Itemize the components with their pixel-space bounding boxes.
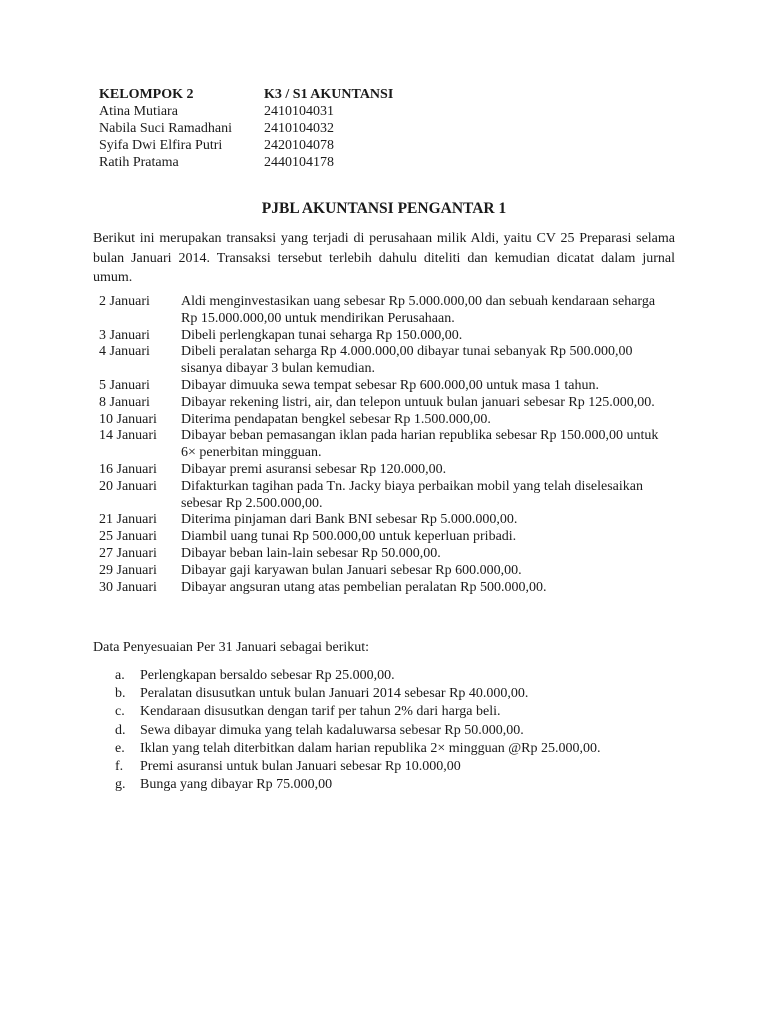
transaction-row [99,328,679,345]
list-marker: g. [115,777,126,793]
transaction-row [99,479,679,513]
group-name: KELOMPOK 2 [99,87,194,102]
transaction-row [99,529,679,546]
transaction-date: 25 Januari [99,529,157,545]
transaction-list [99,294,679,596]
transaction-row [99,546,679,563]
transaction-date: 14 Januari [99,428,157,444]
transaction-description: Diterima pendapatan bengkel sebesar Rp 1.500.000,00. [181,411,491,427]
transaction-description: Dibayar dimuuka sewa tempat sebesar Rp 600.000,00 untuk masa 1 tahun. [181,377,599,393]
group-header [99,87,464,104]
transaction-description: Diambil uang tunai Rp 500.000,00 untuk keperluan pribadi. [181,529,517,545]
adjustment-item [115,703,601,721]
transaction-date: 21 Januari [99,512,157,528]
member-name: Ratih Pratama [99,155,179,170]
transaction-date: 5 Januari [99,377,150,393]
group-class: K3 / S1 AKUNTANSI [264,87,394,102]
adjustment-item [115,685,601,703]
transaction-description: Dibeli perlengkapan tunai seharga Rp 150.000,00. [181,327,463,343]
transaction-date: 16 Januari [99,461,157,477]
transaction-description: Dibeli peralatan seharga Rp 4.000.000,00 dibayar tunai sebanyak Rp 500.000,00 sisanya dibayar 3 bulan kemudian. [181,344,633,377]
transaction-date: 27 Januari [99,545,157,561]
adjustments-list [115,667,601,794]
transaction-row [99,428,679,462]
transaction-row [99,412,679,429]
group-info [99,87,464,172]
member-id: 2410104031 [264,104,334,119]
transaction-date: 20 Januari [99,478,157,494]
list-marker: f. [115,758,124,774]
transaction-row [99,512,679,529]
document-title: PJBL AKUNTANSI PENGANTAR 1 [261,200,507,217]
adjustment-item [115,776,601,794]
adjustment-text: Premi asuransi untuk bulan Januari sebesar Rp 10.000,00 [140,758,461,774]
adjustment-text: Kendaraan disusutkan dengan tarif per tahun 2% dari harga beli. [140,704,501,720]
adjustment-item [115,740,601,758]
transaction-description: Dibayar angsuran utang atas pembelian peralatan Rp 500.000,00. [181,579,547,595]
member-name: Syifa Dwi Elfira Putri [99,138,223,153]
adjustment-text: Peralatan disusutkan untuk bulan Januari 2014 sebesar Rp 40.000,00. [140,686,529,702]
transaction-date: 3 Januari [99,327,150,343]
member-name: Atina Mutiara [99,104,178,119]
transaction-date: 29 Januari [99,562,157,578]
transaction-row [99,378,679,395]
adjustment-item [115,667,601,685]
transaction-date: 8 Januari [99,394,150,410]
transaction-row [99,294,679,328]
transaction-row [99,563,679,580]
transaction-description: Dibayar gaji karyawan bulan Januari sebesar Rp 600.000,00. [181,562,522,578]
transaction-date: 4 Januari [99,344,150,360]
intro-paragraph: Berikut ini merupakan transaksi yang terjadi di perusahaan milik Aldi, yaitu CV 25 Preparasi selama bulan Januari 2014. Transaksi tersebut terlebih dahulu diteliti dan kemudian dicatat dalam jurnal umum. [93,231,675,285]
transaction-description: Dibayar beban pemasangan iklan pada harian republika sebesar Rp 150.000,00 untuk 6× penerbitan mingguan. [181,428,659,461]
transaction-description: Dibayar premi asuransi sebesar Rp 120.000,00. [181,461,447,477]
transaction-date: 2 Januari [99,294,150,309]
adjustment-text: Bunga yang dibayar Rp 75.000,00 [140,777,333,793]
list-marker: b. [115,686,126,702]
transaction-description: Difakturkan tagihan pada Tn. Jacky biaya perbaikan mobil yang telah diselesaikan sebesar Rp 2.500.000,00. [181,478,643,511]
adjustment-text: Sewa dibayar dimuka yang telah kadaluwarsa sebesar Rp 50.000,00. [140,722,524,738]
member-id: 2440104178 [264,155,334,170]
transaction-row [99,580,679,597]
member-id: 2410104032 [264,121,334,136]
transaction-description: Diterima pinjaman dari Bank BNI sebesar Rp 5.000.000,00. [181,512,518,528]
transaction-description: Dibayar beban lain-lain sebesar Rp 50.000,00. [181,545,441,561]
adjustment-item [115,758,601,776]
list-marker: a. [115,668,125,683]
list-marker: d. [115,722,126,738]
member-row [99,155,464,172]
adjustment-text: Perlengkapan bersaldo sebesar Rp 25.000,00. [140,668,395,683]
member-id: 2420104078 [264,138,334,153]
transaction-description: Dibayar rekening listri, air, dan telepon untuuk bulan januari sebesar Rp 125.000,00. [181,394,655,410]
adjustments-heading: Data Penyesuaian Per 31 Januari sebagai berikut: [93,640,370,655]
member-row [99,121,464,138]
adjustment-item [115,722,601,740]
transaction-row [99,462,679,479]
transaction-date: 10 Januari [99,411,157,427]
adjustment-text: Iklan yang telah diterbitkan dalam harian republika 2× mingguan @Rp 25.000,00. [140,740,601,756]
member-row [99,104,464,121]
list-marker: e. [115,740,125,756]
list-marker: c. [115,704,125,720]
transaction-date: 30 Januari [99,579,157,595]
member-row [99,138,464,155]
transaction-description: Aldi menginvestasikan uang sebesar Rp 5.000.000,00 dan sebuah kendaraan seharga Rp 15.000.000,00 untuk mendirikan Perusahaan. [181,294,656,326]
transaction-row [99,395,679,412]
member-name: Nabila Suci Ramadhani [99,121,232,136]
transaction-row [99,344,679,378]
